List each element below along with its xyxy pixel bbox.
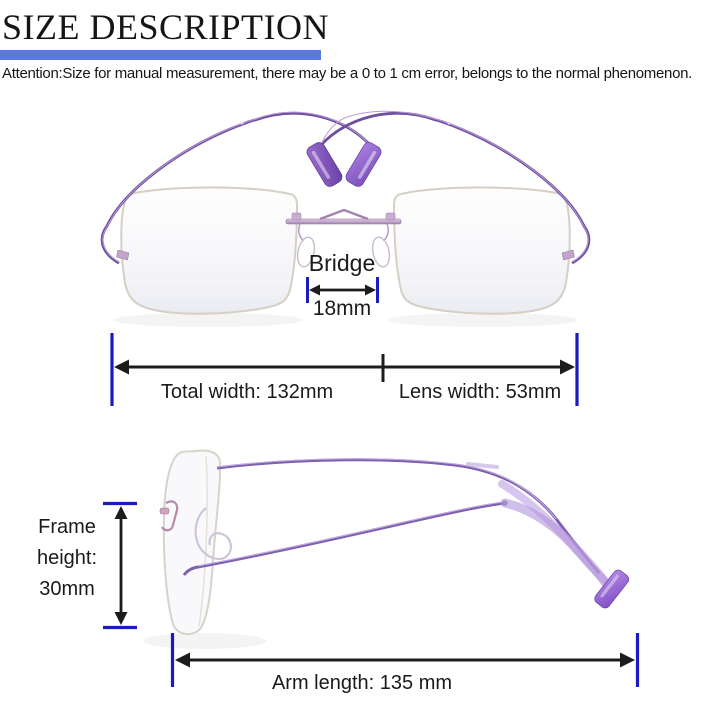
nose-pad-arm-right [383, 224, 388, 241]
lens-shadow-right [388, 313, 578, 327]
lens-shadow-left [113, 313, 303, 327]
nose-pad-arm-left [299, 224, 304, 241]
side-lens-shadow [143, 633, 267, 649]
total-width-label: Total width: 132mm [160, 381, 334, 403]
side-lens [164, 451, 220, 635]
lens-width-label: Lens width: 53mm [398, 381, 562, 403]
glasses-side-view [143, 451, 631, 649]
temple-tip-lower [505, 503, 607, 585]
bridge-label: Bridge [308, 250, 376, 276]
attention-text: Attention:Size for manual measurement, there may be a 0 to 1 cm error, belongs to the normal phenomenon. [2, 65, 693, 82]
lens-left [121, 187, 297, 313]
temple-tip-left [305, 140, 344, 188]
arm-length-label: Arm length: 135 mm [271, 672, 453, 694]
bridge-bar [286, 210, 401, 224]
frame-height-label-line1: Frame [38, 516, 96, 538]
temple-tip-right [344, 140, 383, 188]
frame-height-label-line3: 30mm [39, 578, 95, 600]
bridge-value: 18mm [312, 297, 372, 320]
lens-right [394, 187, 570, 313]
glasses-front-view [102, 111, 589, 327]
frame-height-label-line2: height: [36, 547, 98, 569]
frame-height-measure-arrow [103, 504, 137, 628]
temple-arm-lower [184, 501, 631, 610]
page-title: SIZE DESCRIPTION [2, 7, 330, 47]
